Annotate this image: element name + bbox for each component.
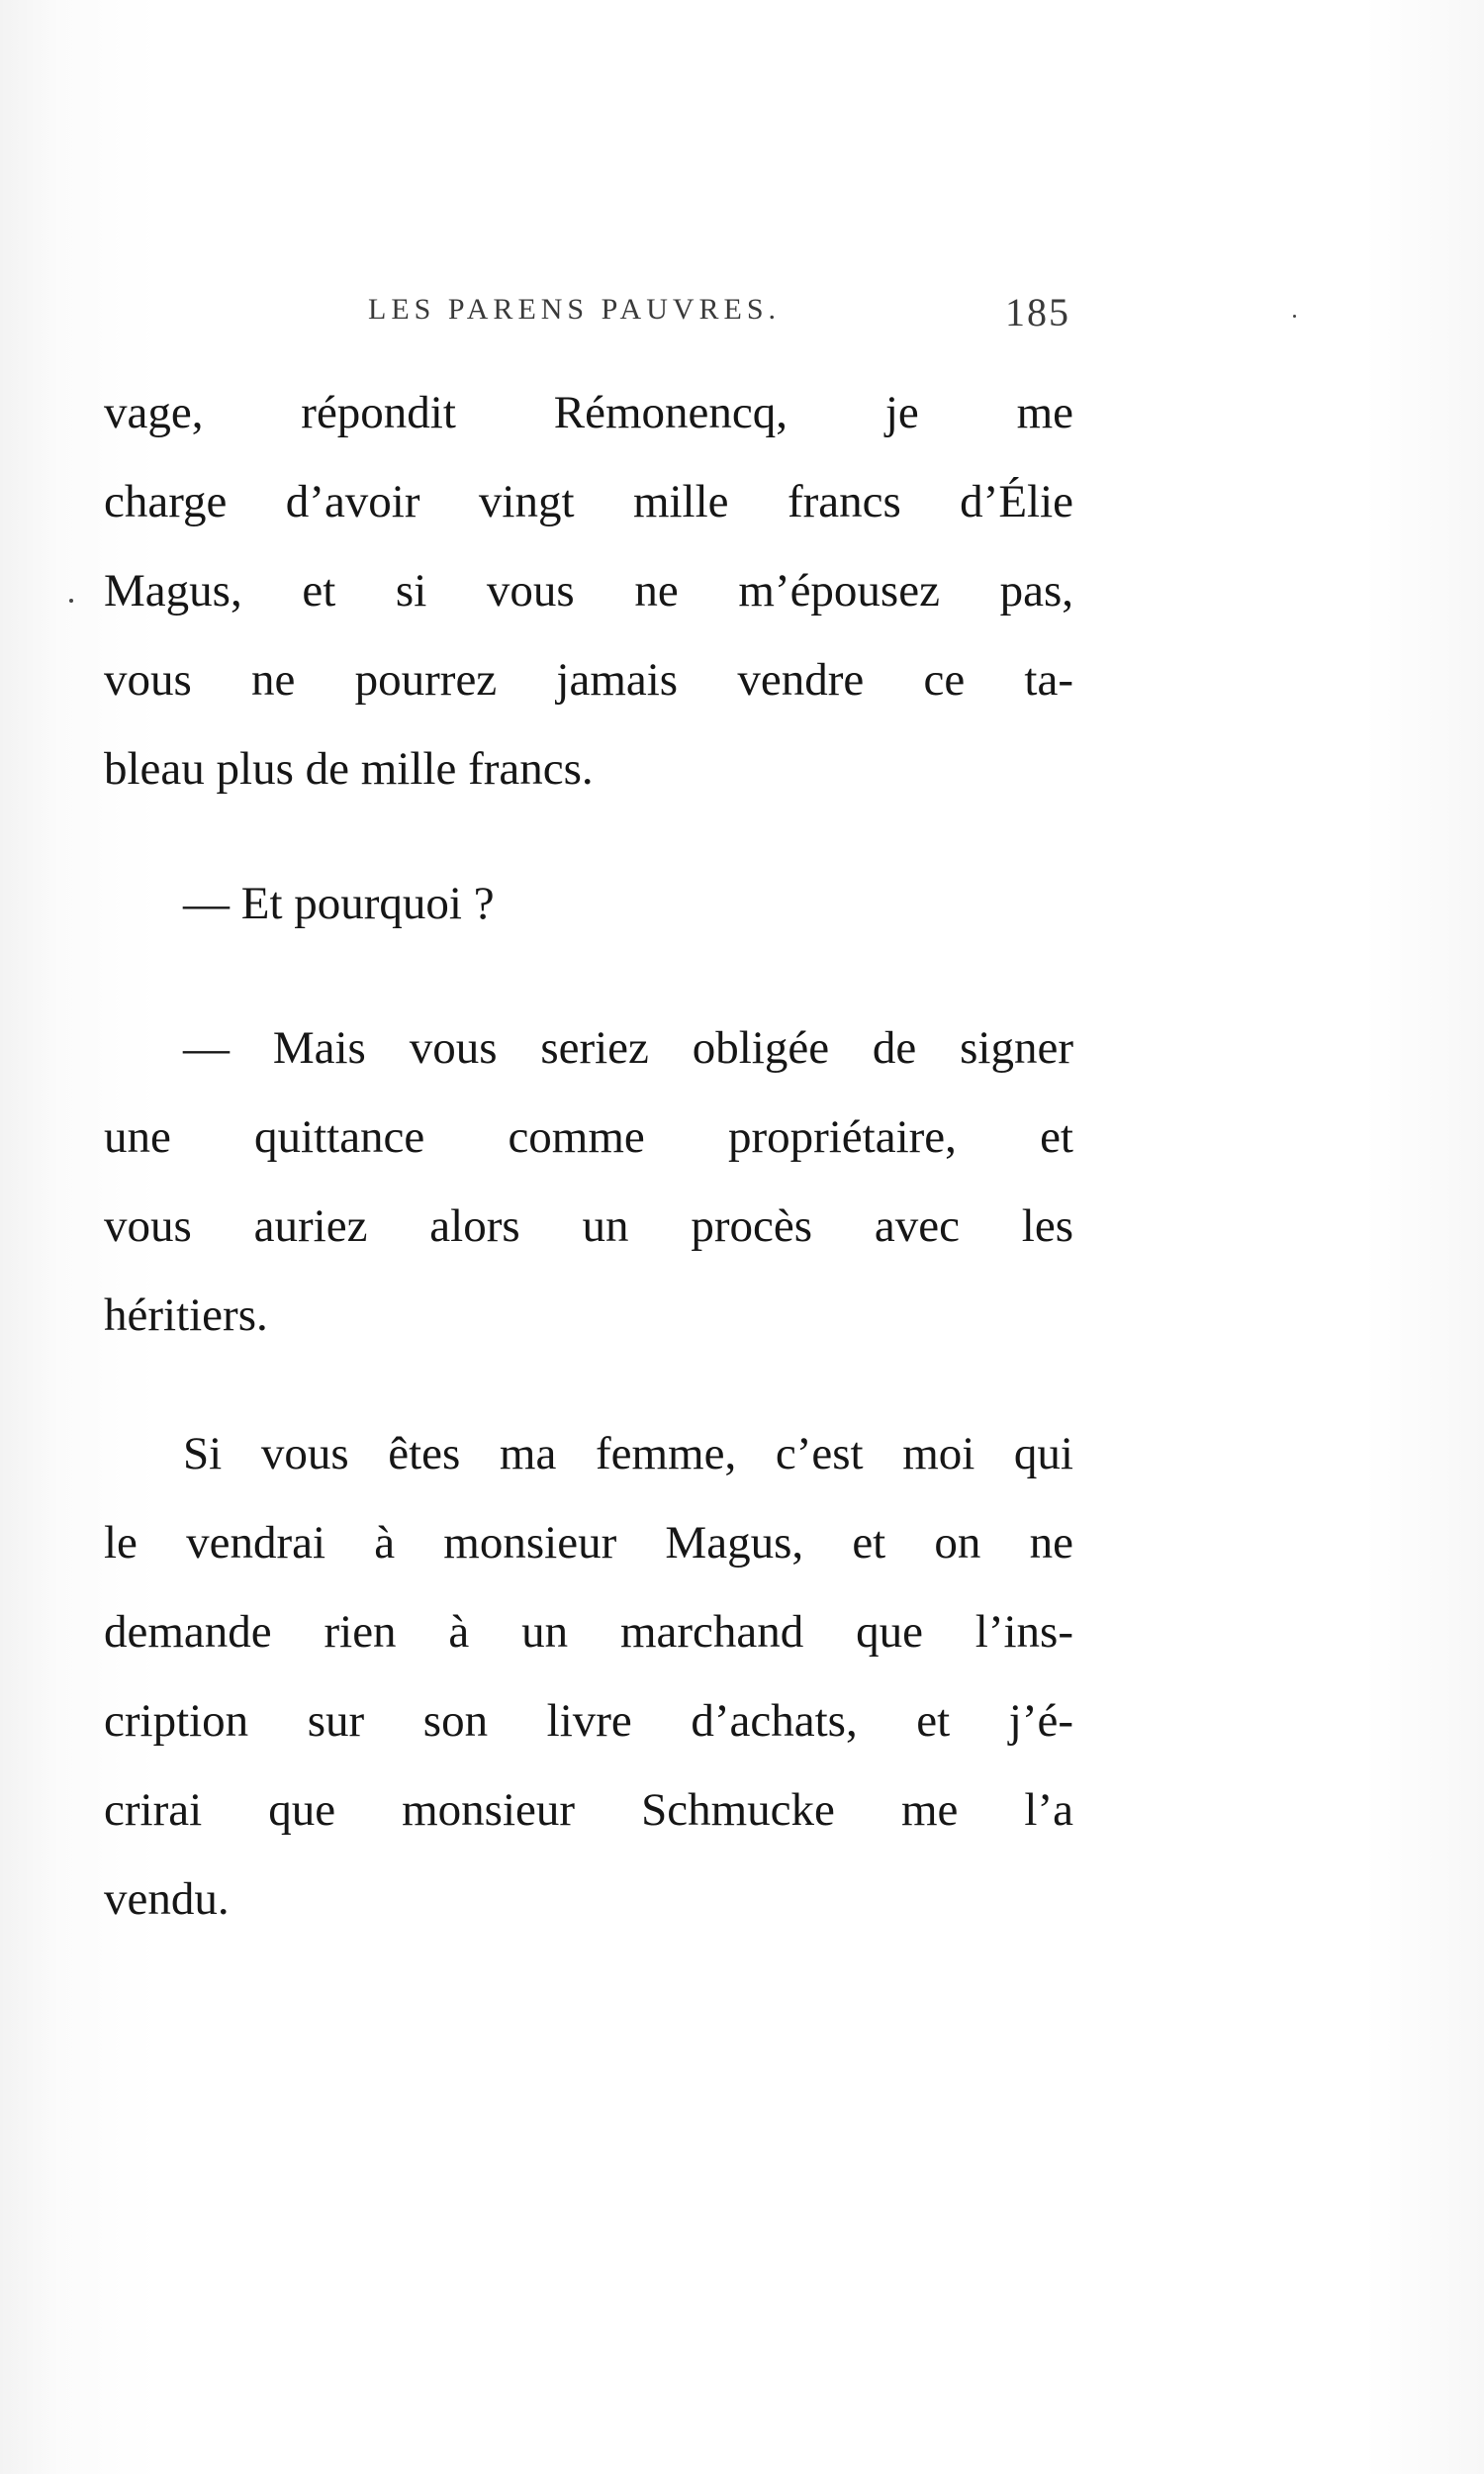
text-line: Magus, et si vous ne m’épousez pas, [104, 565, 1073, 617]
text-line: héritiers. [104, 1289, 268, 1341]
text-line: — Mais vous seriez obligée de signer [183, 1022, 1073, 1074]
text-line: cription sur son livre d’achats, et j’é- [104, 1695, 1073, 1747]
paragraph-1 [104, 368, 1073, 813]
ink-speck [69, 599, 73, 603]
text-line: une quittance comme propriétaire, et [104, 1111, 1073, 1163]
text-line: charge d’avoir vingt mille francs d’Élie [104, 476, 1073, 527]
text-line: demande rien à un marchand que l’ins- [104, 1606, 1073, 1658]
paragraph-4 [104, 1409, 1073, 1944]
paragraph-2 [104, 859, 1073, 948]
text-line: vendu. [104, 1873, 230, 1925]
text-line: vous ne pourrez jamais vendre ce ta- [104, 654, 1073, 706]
body-text [104, 368, 1073, 1944]
running-head [368, 289, 1070, 338]
text-line: bleau plus de mille francs. [104, 743, 594, 795]
text-line: vage, répondit Rémonencq, je me [104, 387, 1073, 438]
text-line: vous auriez alors un procès avec les [104, 1200, 1073, 1252]
text-line: — Et pourquoi ? [183, 878, 495, 929]
text-line: Si vous êtes ma femme, c’est moi qui [183, 1428, 1073, 1479]
running-title: LES PARENS PAUVRES. [368, 293, 782, 326]
page-number: 185 [1005, 290, 1070, 334]
text-line: crirai que monsieur Schmucke me l’a [104, 1784, 1073, 1836]
paragraph-3 [104, 1003, 1073, 1360]
text-line: le vendrai à monsieur Magus, et on ne [104, 1517, 1073, 1569]
ink-speck [1293, 315, 1296, 318]
